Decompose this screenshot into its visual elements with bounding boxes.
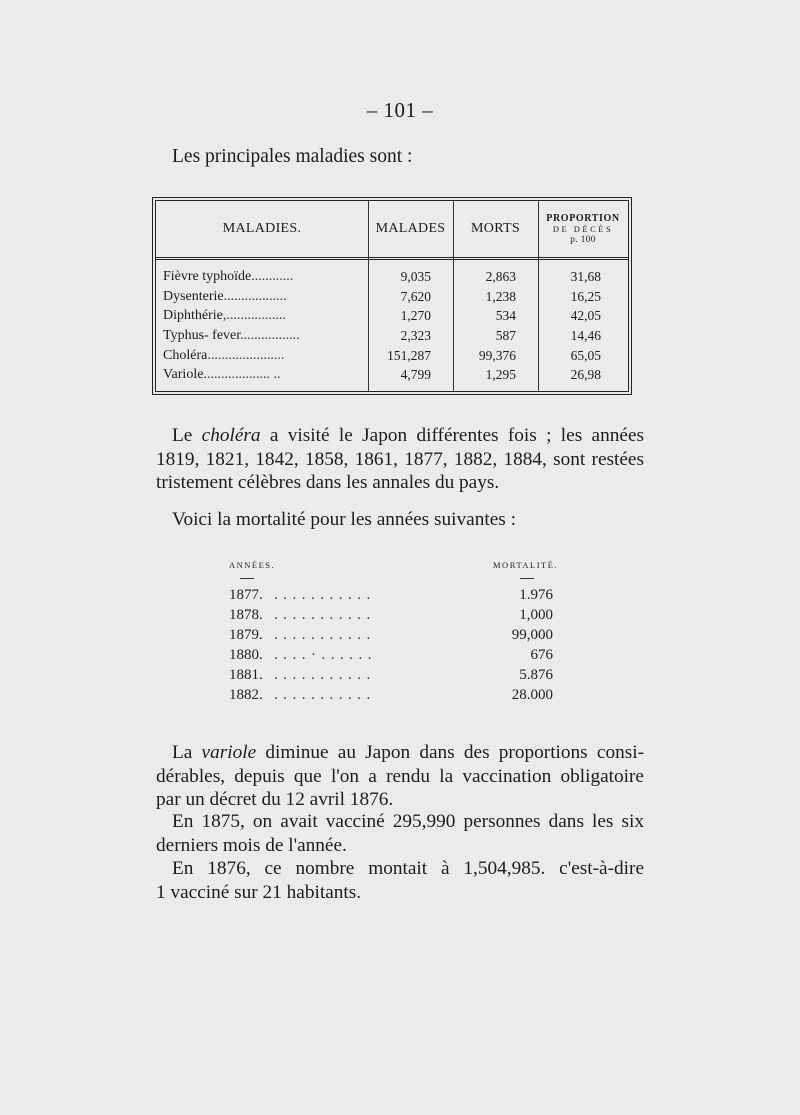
leader-dots: ........... bbox=[274, 627, 376, 643]
paragraph-line: En 1875, on avait vacciné 295,990 personnes dans les six bbox=[172, 811, 644, 832]
malades-value: 2,323 bbox=[400, 328, 431, 343]
morts-value: 1,238 bbox=[485, 289, 516, 304]
paragraph-line: Voici la mortalité pour les années suivantes : bbox=[172, 509, 516, 530]
paragraph-1876 bbox=[156, 857, 644, 904]
header-rule bbox=[520, 578, 534, 579]
morts-value: 1,295 bbox=[485, 367, 516, 382]
paragraph-line: par un décret du 12 avril 1876. bbox=[156, 789, 394, 810]
paragraph-1875 bbox=[156, 810, 644, 857]
leader-dots: ........... bbox=[274, 687, 376, 703]
mortality-value: 1,000 bbox=[519, 607, 553, 623]
disease-table bbox=[155, 200, 629, 392]
leader-dots: ........... bbox=[274, 667, 376, 683]
table-row bbox=[156, 287, 628, 307]
leader-dots: ....·...... bbox=[274, 647, 377, 663]
header-proportion-line1: PROPORTION bbox=[546, 212, 620, 224]
morts-value: 587 bbox=[495, 328, 516, 343]
header-proportion bbox=[538, 201, 628, 257]
proportion-value: 42,05 bbox=[570, 308, 601, 323]
paragraph-line: tristement célèbres dans les annales du pays. bbox=[156, 472, 500, 493]
morts-value: 2,863 bbox=[485, 269, 516, 284]
mortality-value: 28.000 bbox=[511, 687, 553, 703]
page-number: – 101 – bbox=[366, 98, 434, 122]
malades-value: 151,287 bbox=[387, 348, 431, 363]
proportion-value: 16,25 bbox=[570, 289, 601, 304]
mortality-row bbox=[229, 605, 561, 625]
mortality-value: 5.876 bbox=[519, 667, 553, 683]
table-row bbox=[156, 326, 628, 346]
mortality-row bbox=[229, 645, 561, 665]
year: 1878. bbox=[229, 607, 263, 623]
header-proportion-line2: DE DÉCÈS bbox=[552, 223, 614, 234]
paragraph-line: 1819, 1821, 1842, 1858, 1861, 1877, 1882, 1884, sont restées bbox=[156, 448, 644, 470]
mortality-value: 1.976 bbox=[519, 587, 553, 603]
intro-text: Les principales maladies sont : bbox=[172, 146, 413, 167]
malades-value: 4,799 bbox=[400, 367, 431, 382]
mortality-value: 99,000 bbox=[511, 627, 553, 643]
malades-value: 7,620 bbox=[400, 289, 431, 304]
header-rule bbox=[240, 578, 254, 579]
disease-name: Typhus- fever................. bbox=[163, 328, 300, 343]
table-row bbox=[156, 267, 628, 287]
malades-value: 1,270 bbox=[400, 308, 431, 323]
year: 1882. bbox=[229, 687, 263, 703]
disease-name: Fièvre typhoïde............ bbox=[163, 269, 294, 284]
paragraph-line: derniers mois de l'année. bbox=[156, 834, 347, 856]
disease-name: Choléra...................... bbox=[163, 348, 285, 363]
proportion-value: 26,98 bbox=[570, 367, 601, 382]
header-malades: MALADES bbox=[375, 221, 446, 236]
disease-name: Variole................... .. bbox=[163, 367, 281, 382]
paragraph-line: 1 vacciné sur 21 habitants. bbox=[156, 881, 362, 903]
mortality-row bbox=[229, 625, 561, 645]
italic-term: variole bbox=[201, 742, 257, 763]
paragraph-line: La variole diminue au Japon dans des proportions consi- bbox=[172, 742, 645, 763]
paragraph-mortality-intro bbox=[156, 508, 644, 532]
table-row bbox=[156, 346, 628, 366]
mortality-row bbox=[229, 685, 561, 705]
disease-name: Dysenterie.................. bbox=[163, 289, 287, 304]
mortality-header-mortality: MORTALITÉ. bbox=[493, 560, 559, 570]
leader-dots: ........... bbox=[274, 607, 376, 623]
header-maladies: MALADIES. bbox=[222, 221, 302, 236]
mortality-row bbox=[229, 665, 561, 685]
proportion-value: 14,46 bbox=[570, 328, 601, 343]
malades-value: 9,035 bbox=[400, 269, 431, 284]
mortality-header-years: ANNÉES. bbox=[229, 560, 276, 570]
mortality-value: 676 bbox=[530, 647, 553, 663]
header-morts: MORTS bbox=[471, 221, 520, 236]
paragraph-line: dérables, depuis que l'on a rendu la vaccination obligatoire bbox=[156, 765, 644, 787]
leader-dots: ........... bbox=[274, 587, 376, 603]
year: 1880. bbox=[229, 647, 263, 663]
italic-term: choléra bbox=[201, 425, 261, 446]
disease-name: Diphthérie,................. bbox=[163, 308, 286, 323]
morts-value: 534 bbox=[495, 308, 516, 323]
paragraph-line: En 1876, ce nombre montait à 1,504,985. c'est-à-dire bbox=[172, 858, 644, 879]
paragraph-variole bbox=[156, 741, 644, 812]
paragraph-cholera bbox=[156, 424, 644, 495]
year: 1877. bbox=[229, 587, 263, 603]
table-row bbox=[156, 365, 628, 385]
proportion-value: 65,05 bbox=[570, 348, 601, 363]
paragraph-line: Le choléra a visité le Japon différentes fois ; les années bbox=[172, 425, 645, 446]
header-proportion-line3: p. 100 bbox=[570, 234, 596, 245]
mortality-row bbox=[229, 585, 561, 605]
morts-value: 99,376 bbox=[478, 348, 516, 363]
table-row bbox=[156, 306, 628, 326]
proportion-value: 31,68 bbox=[570, 269, 601, 284]
year: 1881. bbox=[229, 667, 263, 683]
year: 1879. bbox=[229, 627, 263, 643]
